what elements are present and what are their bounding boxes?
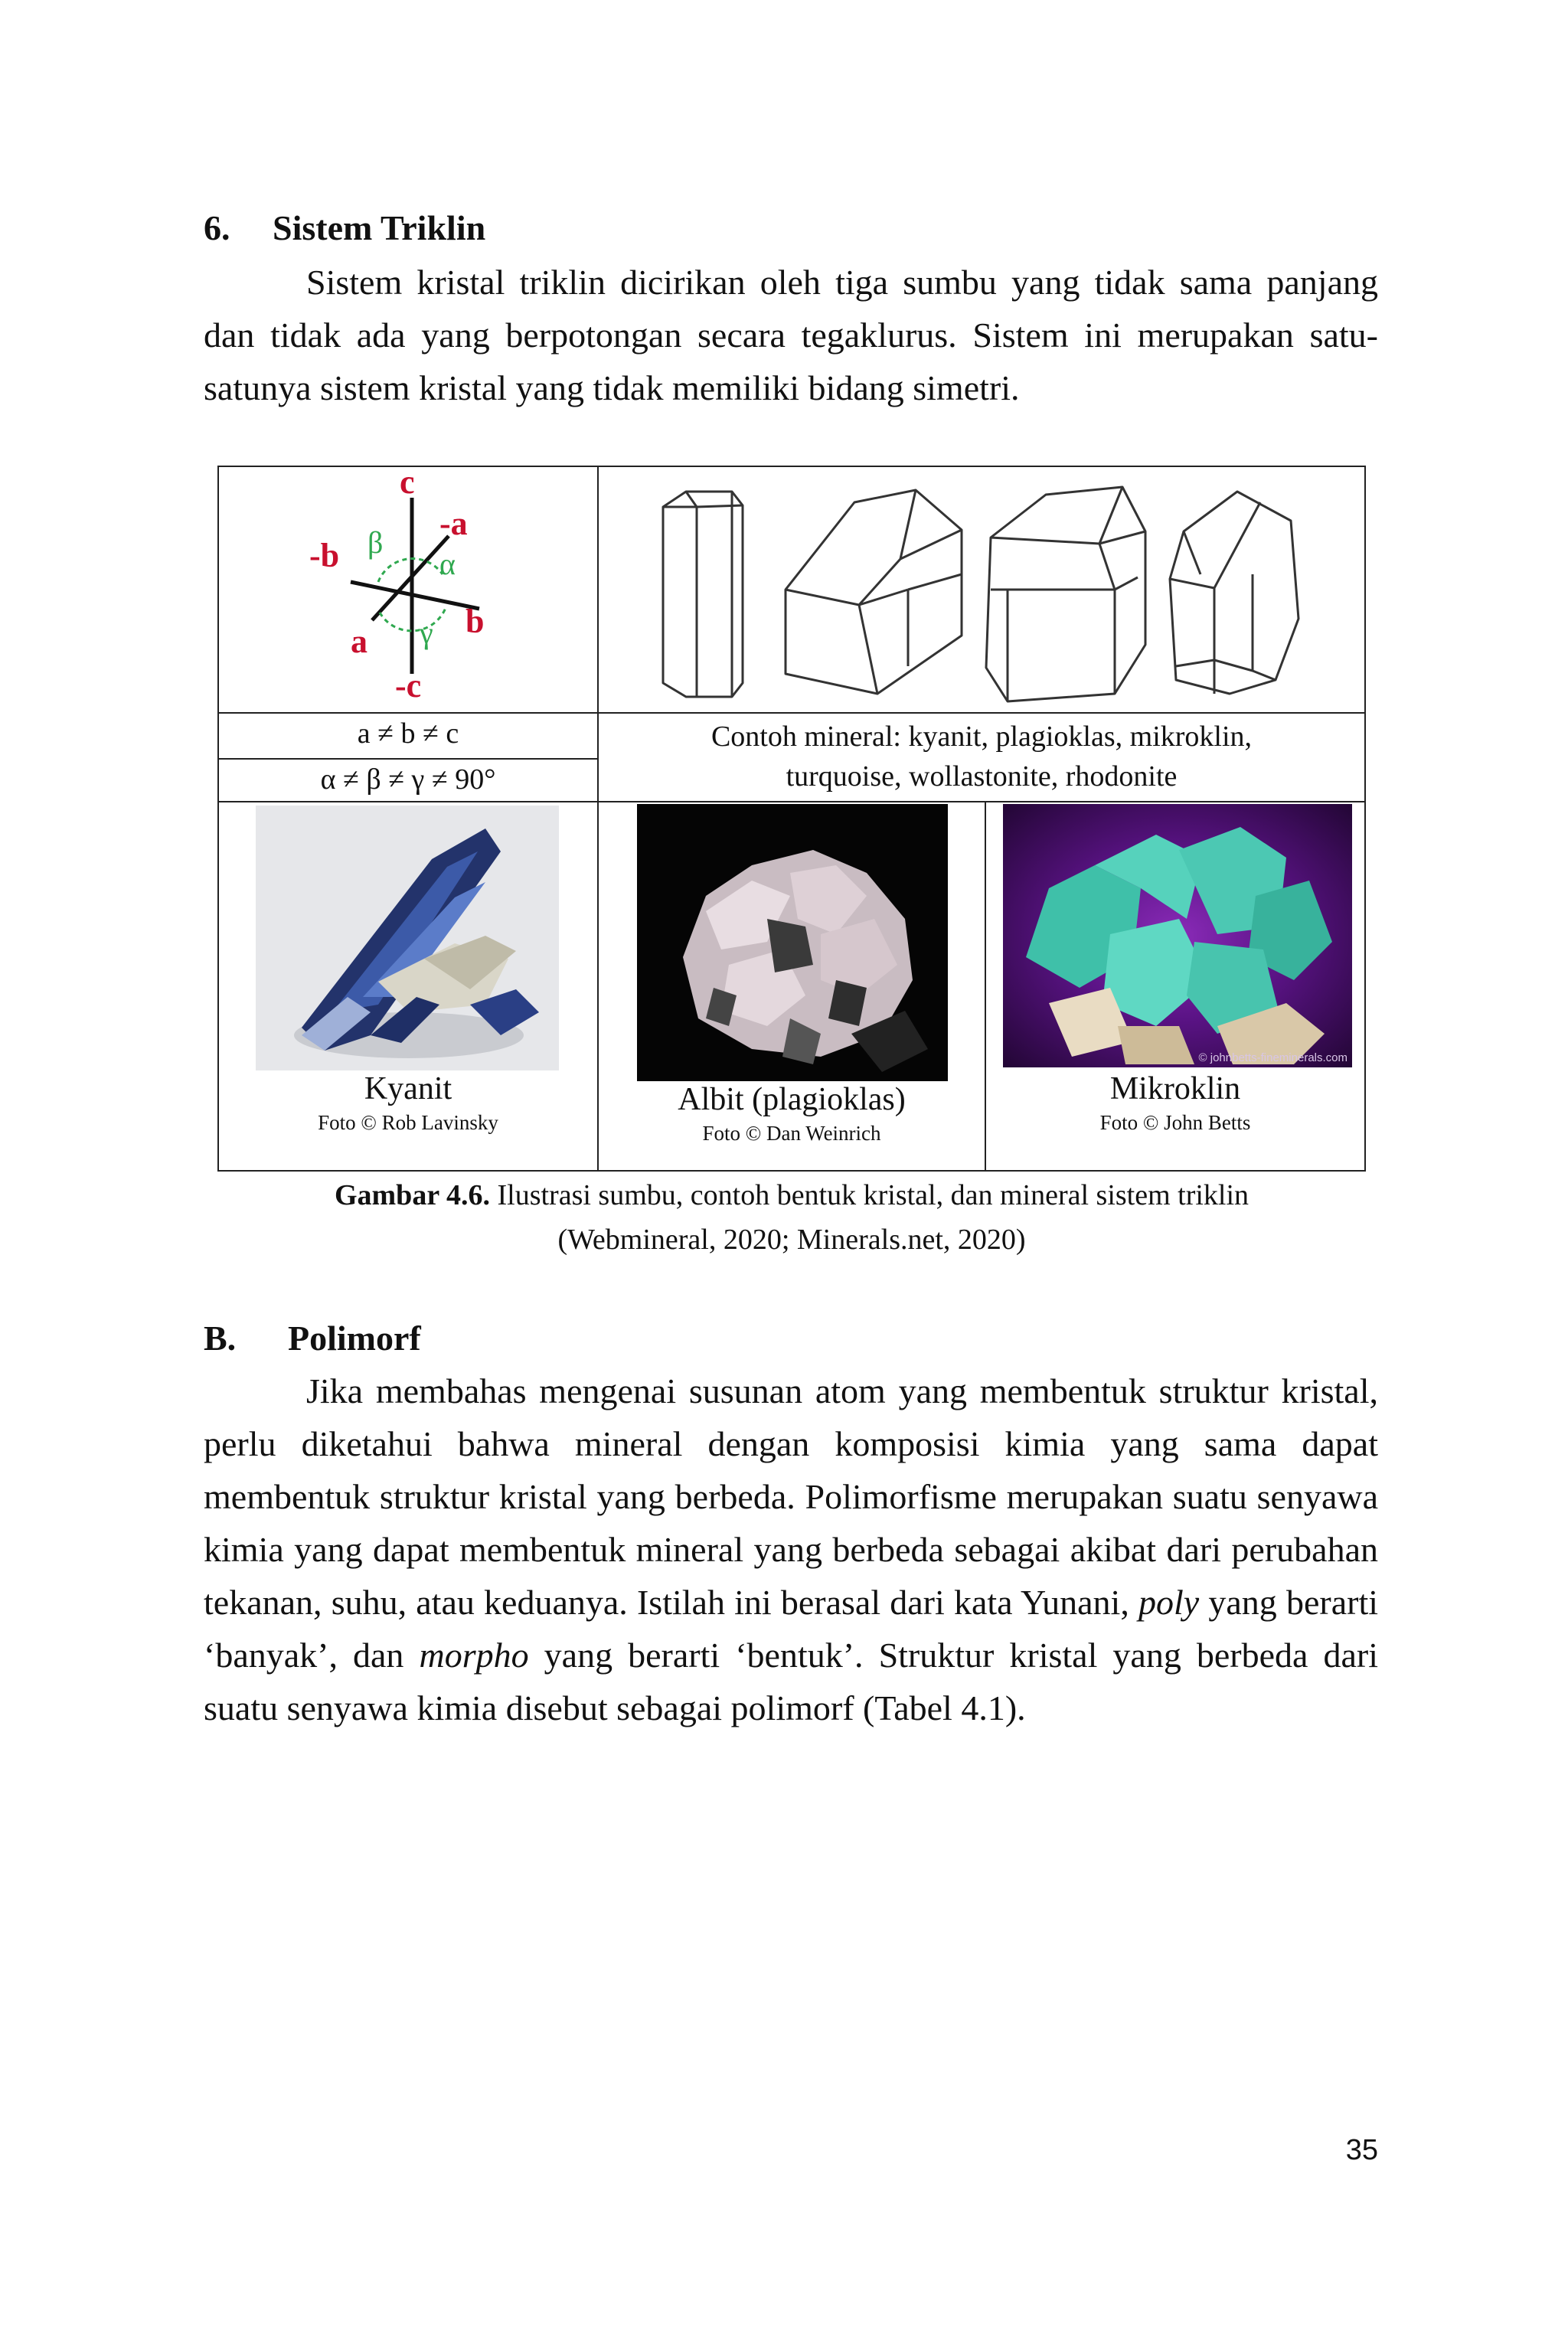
albite-label — [599, 1080, 985, 1147]
section-paragraph — [204, 1364, 1378, 1734]
angle-relation: α ≠ β ≠ γ ≠ 90° — [320, 763, 496, 796]
photo-watermark: © johnbetts-fineminerals.com — [1198, 1051, 1348, 1064]
paragraph-text-part: Jika membahas mengenai susunan atom yang membentuk struktur kristal, perlu diketahui bahwa mineral dengan komposisi kimia yang sama dapat membentuk struktur kristal yang berbeda. Polimorfisme merupakan suatu senyawa kimia yang dapat membentuk mineral yang berbeda sebagai akibat dari perubahan tekanan, suhu, atau keduanya. Istilah ini berasal dari kata Yunani, — [204, 1371, 1378, 1622]
axis-label-minus-c: -c — [395, 667, 422, 704]
crystal-form — [663, 492, 743, 697]
axis-relation: a ≠ b ≠ c — [357, 717, 459, 750]
greek-term: poly — [1138, 1583, 1200, 1622]
axis-label-minus-b: -b — [309, 537, 340, 574]
section-heading — [204, 1315, 421, 1361]
microcline-label — [986, 1069, 1364, 1136]
paragraph-text-part: yang berarti ‘banyak’, dan — [204, 1583, 1379, 1675]
section-title: Polimorf — [288, 1319, 421, 1358]
axis-label-a: a — [351, 623, 368, 660]
photo-credit: Foto © Dan Weinrich — [702, 1122, 881, 1145]
caption-label: Gambar 4.6. — [334, 1179, 490, 1211]
triclinic-axes-diagram — [296, 467, 525, 711]
caption-text: Ilustrasi sumbu, contoh bentuk kristal, dan mineral sistem triklin — [497, 1179, 1250, 1211]
page-number: 35 — [1345, 2134, 1378, 2166]
mineral-name: Kyanit — [364, 1071, 452, 1106]
axis-label-b: b — [466, 603, 485, 640]
figure-table — [217, 466, 1366, 1172]
angle-label-alpha: α — [439, 547, 456, 581]
greek-term: morpho — [419, 1636, 529, 1675]
crystal-form — [986, 487, 1145, 701]
kyanite-label — [219, 1069, 597, 1136]
section-number: B. — [204, 1319, 237, 1358]
crystal-form — [786, 490, 962, 694]
caption-source: (Webmineral, 2020; Minerals.net, 2020) — [557, 1224, 1026, 1256]
albite-photo — [637, 804, 948, 1081]
example-minerals-line2: turquoise, wollastonite, rhodonite — [786, 760, 1178, 793]
angle-label-gamma: γ — [420, 616, 433, 650]
section-paragraph — [204, 256, 1378, 414]
section-number: 6. — [204, 208, 230, 247]
section-heading — [204, 205, 485, 251]
paragraph-text — [204, 1364, 1378, 1734]
kyanite-photo — [256, 806, 559, 1070]
paragraph-text-part: yang berarti ‘bentuk’. Struktur kristal yang berbeda dari suatu senyawa kimia disebut sebagai polimorf (Tabel 4.1). — [204, 1636, 1379, 1727]
photo-credit: Foto © John Betts — [1099, 1111, 1251, 1134]
paragraph-text: Sistem kristal triklin dicirikan oleh tiga sumbu yang tidak sama panjang dan tidak ada yang berpotongan secara tegaklurus. Sistem ini merupakan satu-satunya sistem kristal yang tidak memiliki bidang simetri. — [204, 263, 1378, 407]
photo-credit: Foto © Rob Lavinsky — [318, 1111, 498, 1134]
section-title: Sistem Triklin — [273, 208, 486, 247]
crystal-forms-drawing — [648, 475, 1352, 704]
table-divider — [597, 467, 599, 1170]
microcline-photo — [1003, 804, 1352, 1067]
axis-label-minus-a: -a — [439, 505, 468, 542]
mineral-name: Albit (plagioklas) — [678, 1082, 906, 1117]
angle-label-beta: β — [368, 525, 384, 560]
axis-label-c: c — [400, 467, 415, 501]
table-divider — [219, 801, 1364, 802]
example-minerals — [599, 717, 1364, 796]
crystal-form — [1170, 492, 1298, 694]
example-minerals-line1: Contoh mineral: kyanit, plagioklas, mikroklin, — [710, 721, 1253, 753]
figure-caption — [217, 1173, 1366, 1262]
mineral-name: Mikroklin — [1109, 1071, 1241, 1106]
